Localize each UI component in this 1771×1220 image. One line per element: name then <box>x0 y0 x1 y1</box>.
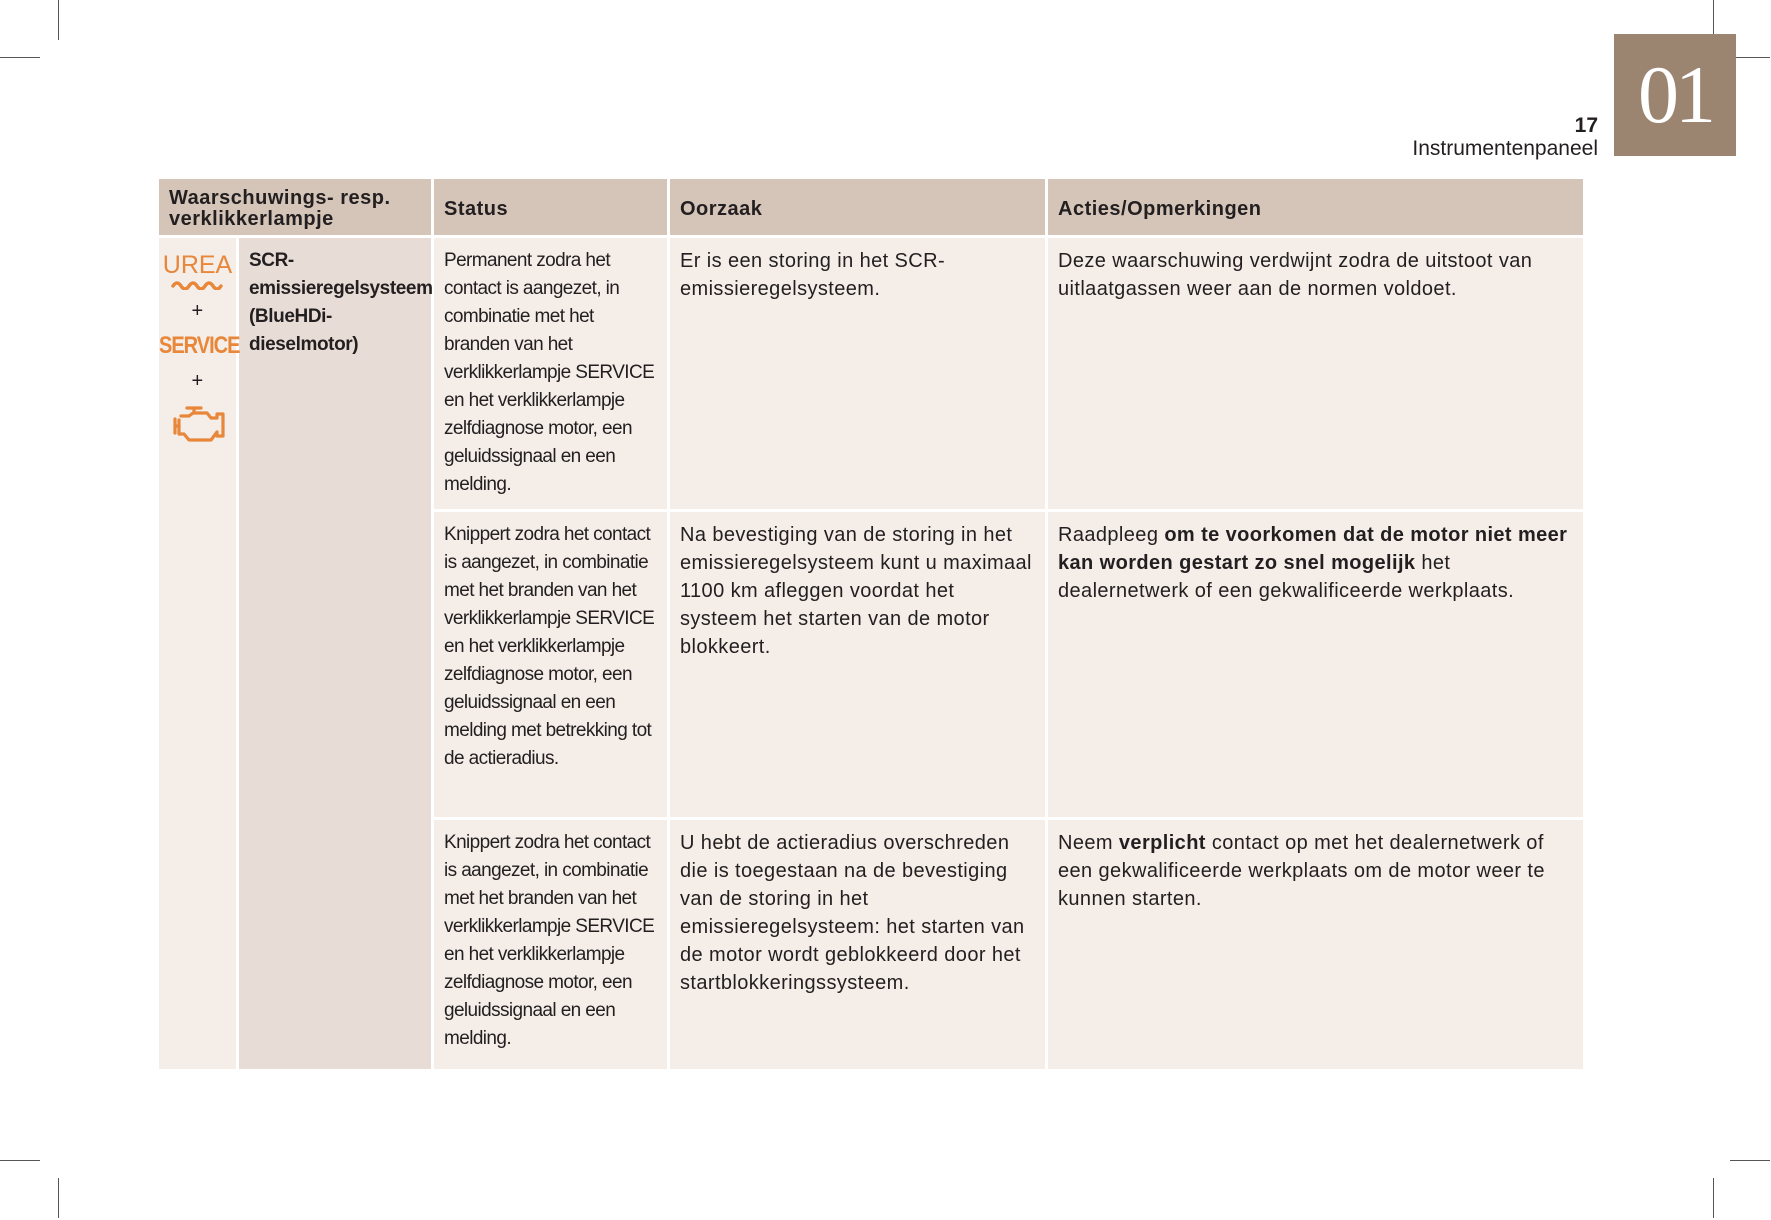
crop-mark <box>0 1160 40 1161</box>
column-header-cause: Oorzaak <box>669 178 1047 237</box>
action-text: het dealernetwerk of een gekwalificeerde werkplaats. <box>1058 552 1515 602</box>
action-emphasis: om te voorkomen dat de motor niet meer kan worden gestart zo snel mogelijk <box>1058 524 1568 574</box>
service-icon: SERVICE <box>159 332 240 360</box>
action-text: contact op met het dealernetwerk of een gekwalificeerde werkplaats om de motor weer te kunnen starten. <box>1058 832 1545 910</box>
table-header-row <box>158 178 1585 237</box>
status-cell: Knippert zodra het contact is aangezet, in combinatie met het branden van het verklikkerlampje SERVICE en het verklikkerlampje zelfdiagnose motor, een geluidssignaal en een melding. <box>433 819 669 1071</box>
crop-mark <box>58 1178 59 1218</box>
column-header-actions: Acties/Opmerkingen <box>1047 178 1585 237</box>
cause-cell: Er is een storing in het SCR-emissieregelsysteem. <box>669 237 1047 511</box>
crop-mark <box>58 0 59 40</box>
lamp-name-cell: SCR-emissieregelsysteem (BlueHDi-dieselmotor) <box>238 237 433 1071</box>
page-number: 17 <box>1574 114 1598 137</box>
crop-mark <box>1730 1160 1770 1161</box>
action-text: Raadpleeg <box>1058 524 1165 546</box>
plus-sign: + <box>191 300 204 322</box>
action-emphasis: verplicht <box>1118 832 1206 854</box>
action-cell <box>1047 237 1585 511</box>
status-cell: Knippert zodra het contact is aangezet, in combinatie met het branden van het verklikkerlampje SERVICE en het verklikkerlampje zelfdiagnose motor, een geluidssignaal en een melding met betrekking tot de actieradius. <box>433 511 669 819</box>
plus-sign: + <box>191 370 204 392</box>
crop-mark <box>1713 1178 1714 1218</box>
cause-cell: U hebt de actieradius overschreden die is toegestaan na de bevestiging van de storing in het emissieregelsysteem: het starten van de motor wordt geblokkeerd door het startblokkeringssysteem. <box>669 819 1047 1071</box>
engine-check-icon <box>169 402 227 446</box>
column-header-lamp: Waarschuwings- resp. verklikkerlampje <box>158 178 433 237</box>
section-title: Instrumentenpaneel <box>1412 137 1598 160</box>
action-cell <box>1047 819 1585 1071</box>
action-cell <box>1047 511 1585 819</box>
action-text: Neem <box>1058 832 1119 854</box>
urea-label: UREA <box>162 251 233 279</box>
chapter-tab: 01 <box>1614 34 1736 156</box>
cause-cell: Na bevestiging van de storing in het emissieregelsysteem kunt u maximaal 1100 km afleggen voordat het systeem het starten van de motor blokkeert. <box>669 511 1047 819</box>
urea-wave-icon <box>171 278 225 290</box>
lamp-icons-cell <box>158 237 238 1071</box>
column-header-status: Status <box>433 178 669 237</box>
urea-icon <box>159 252 236 290</box>
status-cell: Permanent zodra het contact is aangezet, in combinatie met het branden van het verklikkerlampje SERVICE en het verklikkerlampje zelfdiagnose motor, een geluidssignaal en een melding. <box>433 237 669 511</box>
table-row <box>158 237 1585 511</box>
warning-lamp-table <box>156 176 1586 1072</box>
crop-mark <box>0 57 40 58</box>
crop-mark <box>1730 57 1770 58</box>
action-text: Deze waarschuwing verdwijnt zodra de uitstoot van uitlaatgassen weer aan de normen voldoet. <box>1058 250 1533 300</box>
